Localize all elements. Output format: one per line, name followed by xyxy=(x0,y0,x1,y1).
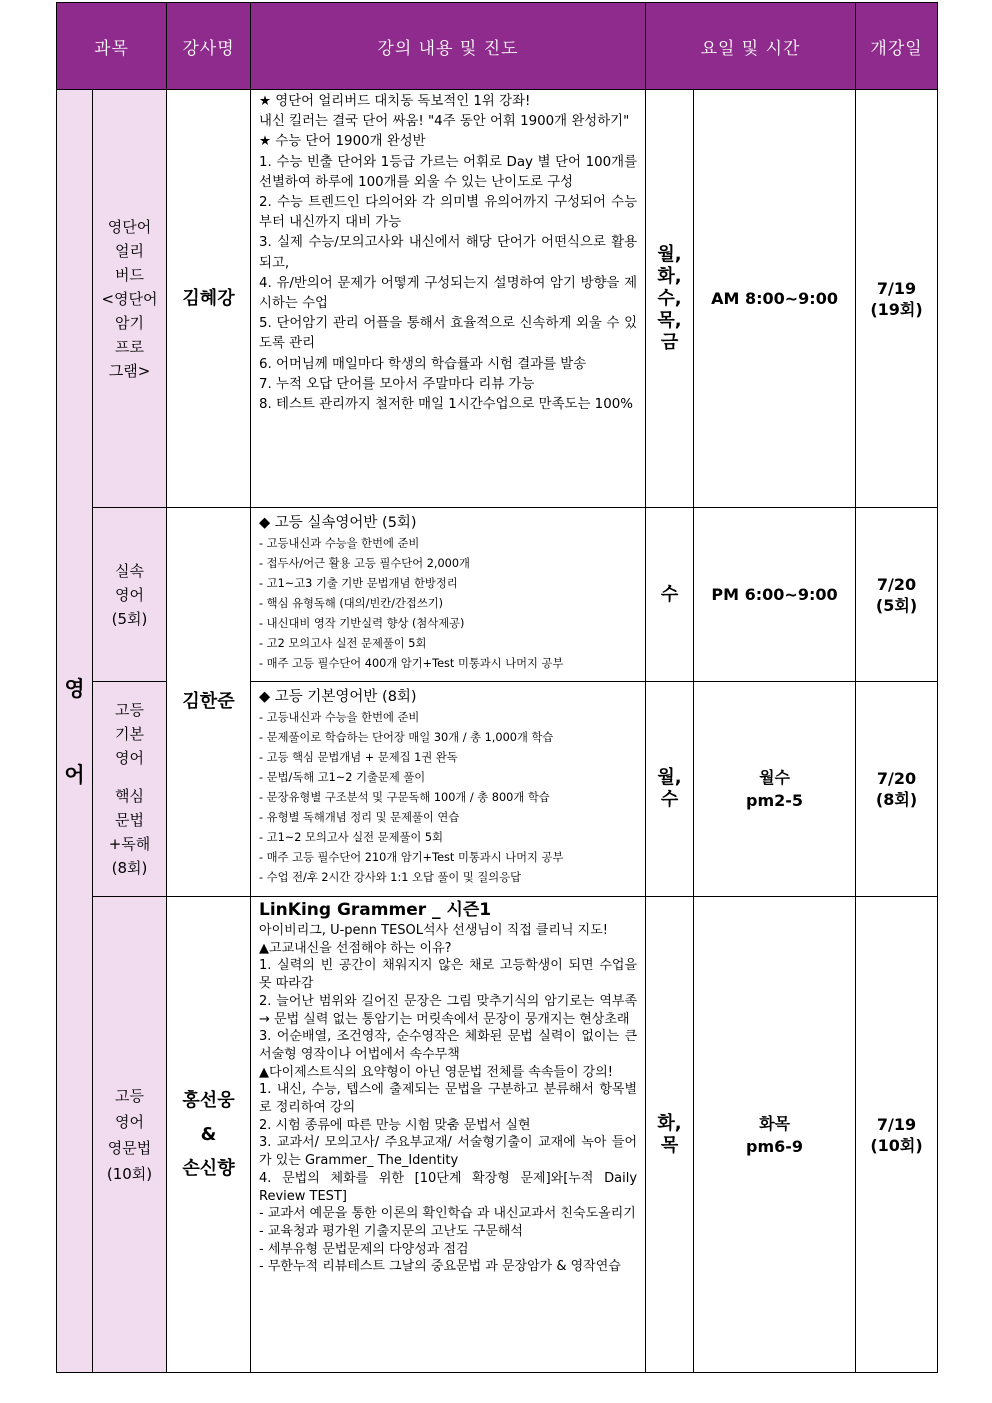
course-name-line: 영어 xyxy=(115,1112,144,1131)
course-name xyxy=(93,90,167,508)
start-date: 7/20 xyxy=(876,769,917,788)
course-name-line: (8회) xyxy=(111,859,148,877)
day-item: 수 xyxy=(660,789,679,810)
content-line: - 문장유형별 구조분석 및 구문독해 100개 / 총 800개 학습 xyxy=(259,791,550,804)
content-line: - 무한누적 리뷰테스트 그날의 중요문법 과 문장암가 & 영작연습 xyxy=(259,1259,621,1275)
content-line: 2. 수능 트렌드인 다의어와 각 의미별 유의어까지 구성되어 수능부터 내신까지 대비 가능 xyxy=(259,195,638,231)
content-line: 2. 시험 종류에 따른 만능 시험 맞춤 문법서 실현 xyxy=(259,1117,531,1133)
content-line: - 매주 고등 필수단어 210개 암기+Test 미통과시 나머지 공부 xyxy=(259,851,564,864)
time-days: 화목 xyxy=(759,1113,790,1133)
content-line: 3. 실제 수능/모의고사와 내신에서 해당 단어가 어떤식으로 활용되고, xyxy=(259,235,638,271)
course-start xyxy=(856,90,938,508)
course-name-line: <영단어 xyxy=(101,289,158,308)
session-count: (8회) xyxy=(875,790,918,809)
course-name-line: 영어 xyxy=(115,585,144,604)
course-name-line: 얼리 xyxy=(115,241,144,260)
header-row xyxy=(57,3,938,90)
content-line: 5. 단어암기 관리 어플을 통해서 효율적으로 신속하게 외울 수 있도록 관리 xyxy=(259,316,638,352)
content-line: 4. 유/반의어 문제가 어떻게 구성되는지 설명하여 암기 방향을 제시하는 수업 xyxy=(259,275,638,312)
content-line: 6. 어머님께 매일마다 학생의 학습률과 시험 결과를 발송 xyxy=(259,356,587,372)
session-count: (19회) xyxy=(870,299,923,319)
course-content xyxy=(251,682,646,897)
course-time xyxy=(694,682,856,897)
day-item: 월, xyxy=(657,767,682,788)
course-name-line: 영단어 xyxy=(107,217,152,236)
day-item: 월, xyxy=(657,243,682,265)
day-item: 목 xyxy=(660,1134,679,1156)
session-count: (5회) xyxy=(875,595,918,615)
course-days xyxy=(646,682,694,897)
course-name-line: 그램> xyxy=(108,361,151,380)
content-line: - 수업 전/후 2시간 강사와 1:1 오답 풀이 및 질의응답 xyxy=(259,871,522,884)
course-name-line: (5회) xyxy=(111,609,148,628)
content-line: - 문제풀이로 학습하는 단어장 매일 30개 / 총 1,000개 학습 xyxy=(259,731,554,744)
content-heading: ◆ 고등 기본영어반 (8회) xyxy=(259,689,417,705)
content-line: - 핵심 유형독해 (대의/빈칸/간접쓰기) xyxy=(259,597,444,610)
teacher-name-line: 홍선웅 xyxy=(182,1089,235,1111)
session-count: (10회) xyxy=(870,1135,923,1155)
content-line: 4. 문법의 체화를 위한 [10단계 확장형 문제]와[누적 Daily Review TEST] xyxy=(259,1170,638,1204)
start-date: 7/19 xyxy=(876,1114,917,1134)
content-line: - 유형별 독해개념 정리 및 문제풀이 연습 xyxy=(259,811,460,824)
teacher-name-line: & xyxy=(200,1123,217,1145)
course-name-line: 영어 xyxy=(115,749,144,767)
course-days xyxy=(646,897,694,1373)
content-line: 1. 실력의 빈 공간이 채워지지 않은 채로 고등학생이 되면 수업을 못 따라감 xyxy=(259,958,638,992)
course-name-line: 실속 xyxy=(115,561,144,580)
start-date: 7/19 xyxy=(876,278,917,298)
content-line: - 내신대비 영작 기반실력 향상 (첨삭제공) xyxy=(259,617,465,630)
subject-char-1: 영 xyxy=(64,677,85,701)
course-row-vocab xyxy=(57,90,938,508)
header-teacher: 강사명 xyxy=(167,3,251,90)
course-name xyxy=(93,682,167,897)
course-name-line: 고등 xyxy=(115,1086,144,1105)
content-line: - 매주 고등 필수단어 400개 암기+Test 미통과시 나머지 공부 xyxy=(259,657,564,670)
teacher-name: 김한준 xyxy=(167,508,251,897)
content-line: 1. 수능 빈출 단어와 1등급 가르는 어휘로 Day 별 단어 100개를 선별하여 하루에 100개를 외울 수 있는 난이도로 구성 xyxy=(259,154,638,190)
content-line: 2. 늘어난 범위와 길어진 문장은 그림 맞추기식의 암기로는 역부족 → 문법 실력 없는 통암기는 머릿속에서 문장이 뭉개지는 현상초래 xyxy=(259,993,638,1027)
course-days xyxy=(646,508,694,682)
content-line: - 고등 핵심 문법개념 + 문제집 1권 완독 xyxy=(259,751,458,764)
content-line: - 교과서 예문을 통한 이론의 확인학습 과 내신교과서 친숙도올리기 xyxy=(259,1206,636,1222)
header-content: 강의 내용 및 진도 xyxy=(251,3,646,90)
teacher-name xyxy=(167,897,251,1373)
course-name-line: (10회) xyxy=(106,1164,153,1183)
header-start: 개강일 xyxy=(856,3,938,90)
teacher-name-line: 손신향 xyxy=(182,1157,235,1179)
course-start xyxy=(856,508,938,682)
content-line: 내신 킬러는 결국 단어 싸움! "4주 동안 어휘 1900개 완성하기" xyxy=(259,114,630,130)
header-subject: 과목 xyxy=(57,3,167,90)
course-name-line: 버드 xyxy=(115,265,144,284)
course-row-silsok xyxy=(57,508,938,682)
course-time: PM 6:00~9:00 xyxy=(694,508,856,682)
content-line: 3. 교과서/ 모의고사/ 주요부교재/ 서술형기출이 교재에 녹아 들어가 있는 Grammer_ The_Identity xyxy=(259,1135,638,1169)
content-line: - 고등내신과 수능을 한번에 준비 xyxy=(259,537,420,550)
start-date: 7/20 xyxy=(876,574,917,594)
content-line: 아이비리그, U-penn TESOL석사 선생님이 직접 클리닉 지도! xyxy=(259,923,609,938)
course-content xyxy=(251,508,646,682)
content-line: ▲고교내신을 선점해야 하는 이유? xyxy=(259,940,452,956)
course-name-line: 핵심 xyxy=(115,787,144,805)
course-name-line: 문법 xyxy=(115,811,144,829)
content-line: - 문법/독해 고1~2 기출문제 풀이 xyxy=(259,771,426,784)
day-item: 화, xyxy=(657,1112,682,1134)
content-line: 1. 내신, 수능, 텝스에 출제되는 문법을 구분하고 분류해서 항목별로 정리하여 강의 xyxy=(259,1082,638,1116)
content-heading: LinKing Grammer _ 시즌1 xyxy=(259,900,492,920)
day-item: 수, xyxy=(657,287,682,309)
course-name-line: 암기 xyxy=(115,313,144,332)
content-line: - 고1~고3 기출 기반 문법개념 한방정리 xyxy=(259,577,458,590)
subject-char-2: 어 xyxy=(64,763,85,787)
course-time xyxy=(694,897,856,1373)
course-name xyxy=(93,508,167,682)
course-name-line: +독해 xyxy=(108,835,151,853)
course-days xyxy=(646,90,694,508)
course-start xyxy=(856,897,938,1373)
content-line: ★ 수능 단어 1900개 완성반 xyxy=(259,134,426,150)
course-name-line: 고등 xyxy=(115,701,144,719)
day-item: 금 xyxy=(660,331,679,353)
teacher-name: 김혜강 xyxy=(167,90,251,508)
content-line: - 고2 모의고사 실전 문제풀이 5회 xyxy=(259,637,427,650)
content-line: - 세부유형 문법문제의 다양성과 점검 xyxy=(259,1241,469,1257)
content-line: - 고1~2 모의고사 실전 문제풀이 5회 xyxy=(259,831,444,844)
content-line: ★ 영단어 얼리버드 대치동 독보적인 1위 강좌! xyxy=(259,94,531,109)
content-line: 3. 어순배열, 조건영작, 순수영작은 체화된 문법 실력이 없이는 큰 서술형 영작이나 어법에서 속수무책 xyxy=(259,1029,638,1062)
subject-english xyxy=(57,90,93,1373)
course-name xyxy=(93,897,167,1373)
day-item: 목, xyxy=(657,309,682,331)
content-line: ▲다이제스트식의 요약형이 아닌 영문법 전체를 속속들이 강의! xyxy=(259,1064,613,1080)
day-item: 수 xyxy=(660,583,679,605)
course-name-line: 영문법 xyxy=(107,1138,152,1157)
content-line: - 접두사/어근 활용 고등 필수단어 2,000개 xyxy=(259,557,470,570)
course-name-line: 프로 xyxy=(115,337,144,356)
course-start xyxy=(856,682,938,897)
content-line: - 고등내신과 수능을 한번에 준비 xyxy=(259,711,420,724)
time-days: 월수 xyxy=(759,768,790,787)
course-time: AM 8:00~9:00 xyxy=(694,90,856,508)
course-content xyxy=(251,90,646,508)
course-content xyxy=(251,897,646,1373)
time-range: pm2-5 xyxy=(746,791,804,810)
course-name-line: 기본 xyxy=(115,725,144,743)
content-line: 8. 테스트 관리까지 철저한 매일 1시간수업으로 만족도는 100% xyxy=(259,397,633,413)
header-schedule: 요일 및 시간 xyxy=(646,3,856,90)
time-range: pm6-9 xyxy=(746,1136,804,1156)
content-line: - 교육청과 평가원 기출지문의 고난도 구문해석 xyxy=(259,1223,523,1239)
day-item: 화, xyxy=(657,265,682,287)
content-line: 7. 누적 오답 단어를 모아서 주말마다 리뷰 가능 xyxy=(259,376,535,392)
schedule-table xyxy=(56,2,938,1373)
course-row-grammar xyxy=(57,897,938,1373)
content-heading: ◆ 고등 실속영어반 (5회) xyxy=(259,515,417,531)
